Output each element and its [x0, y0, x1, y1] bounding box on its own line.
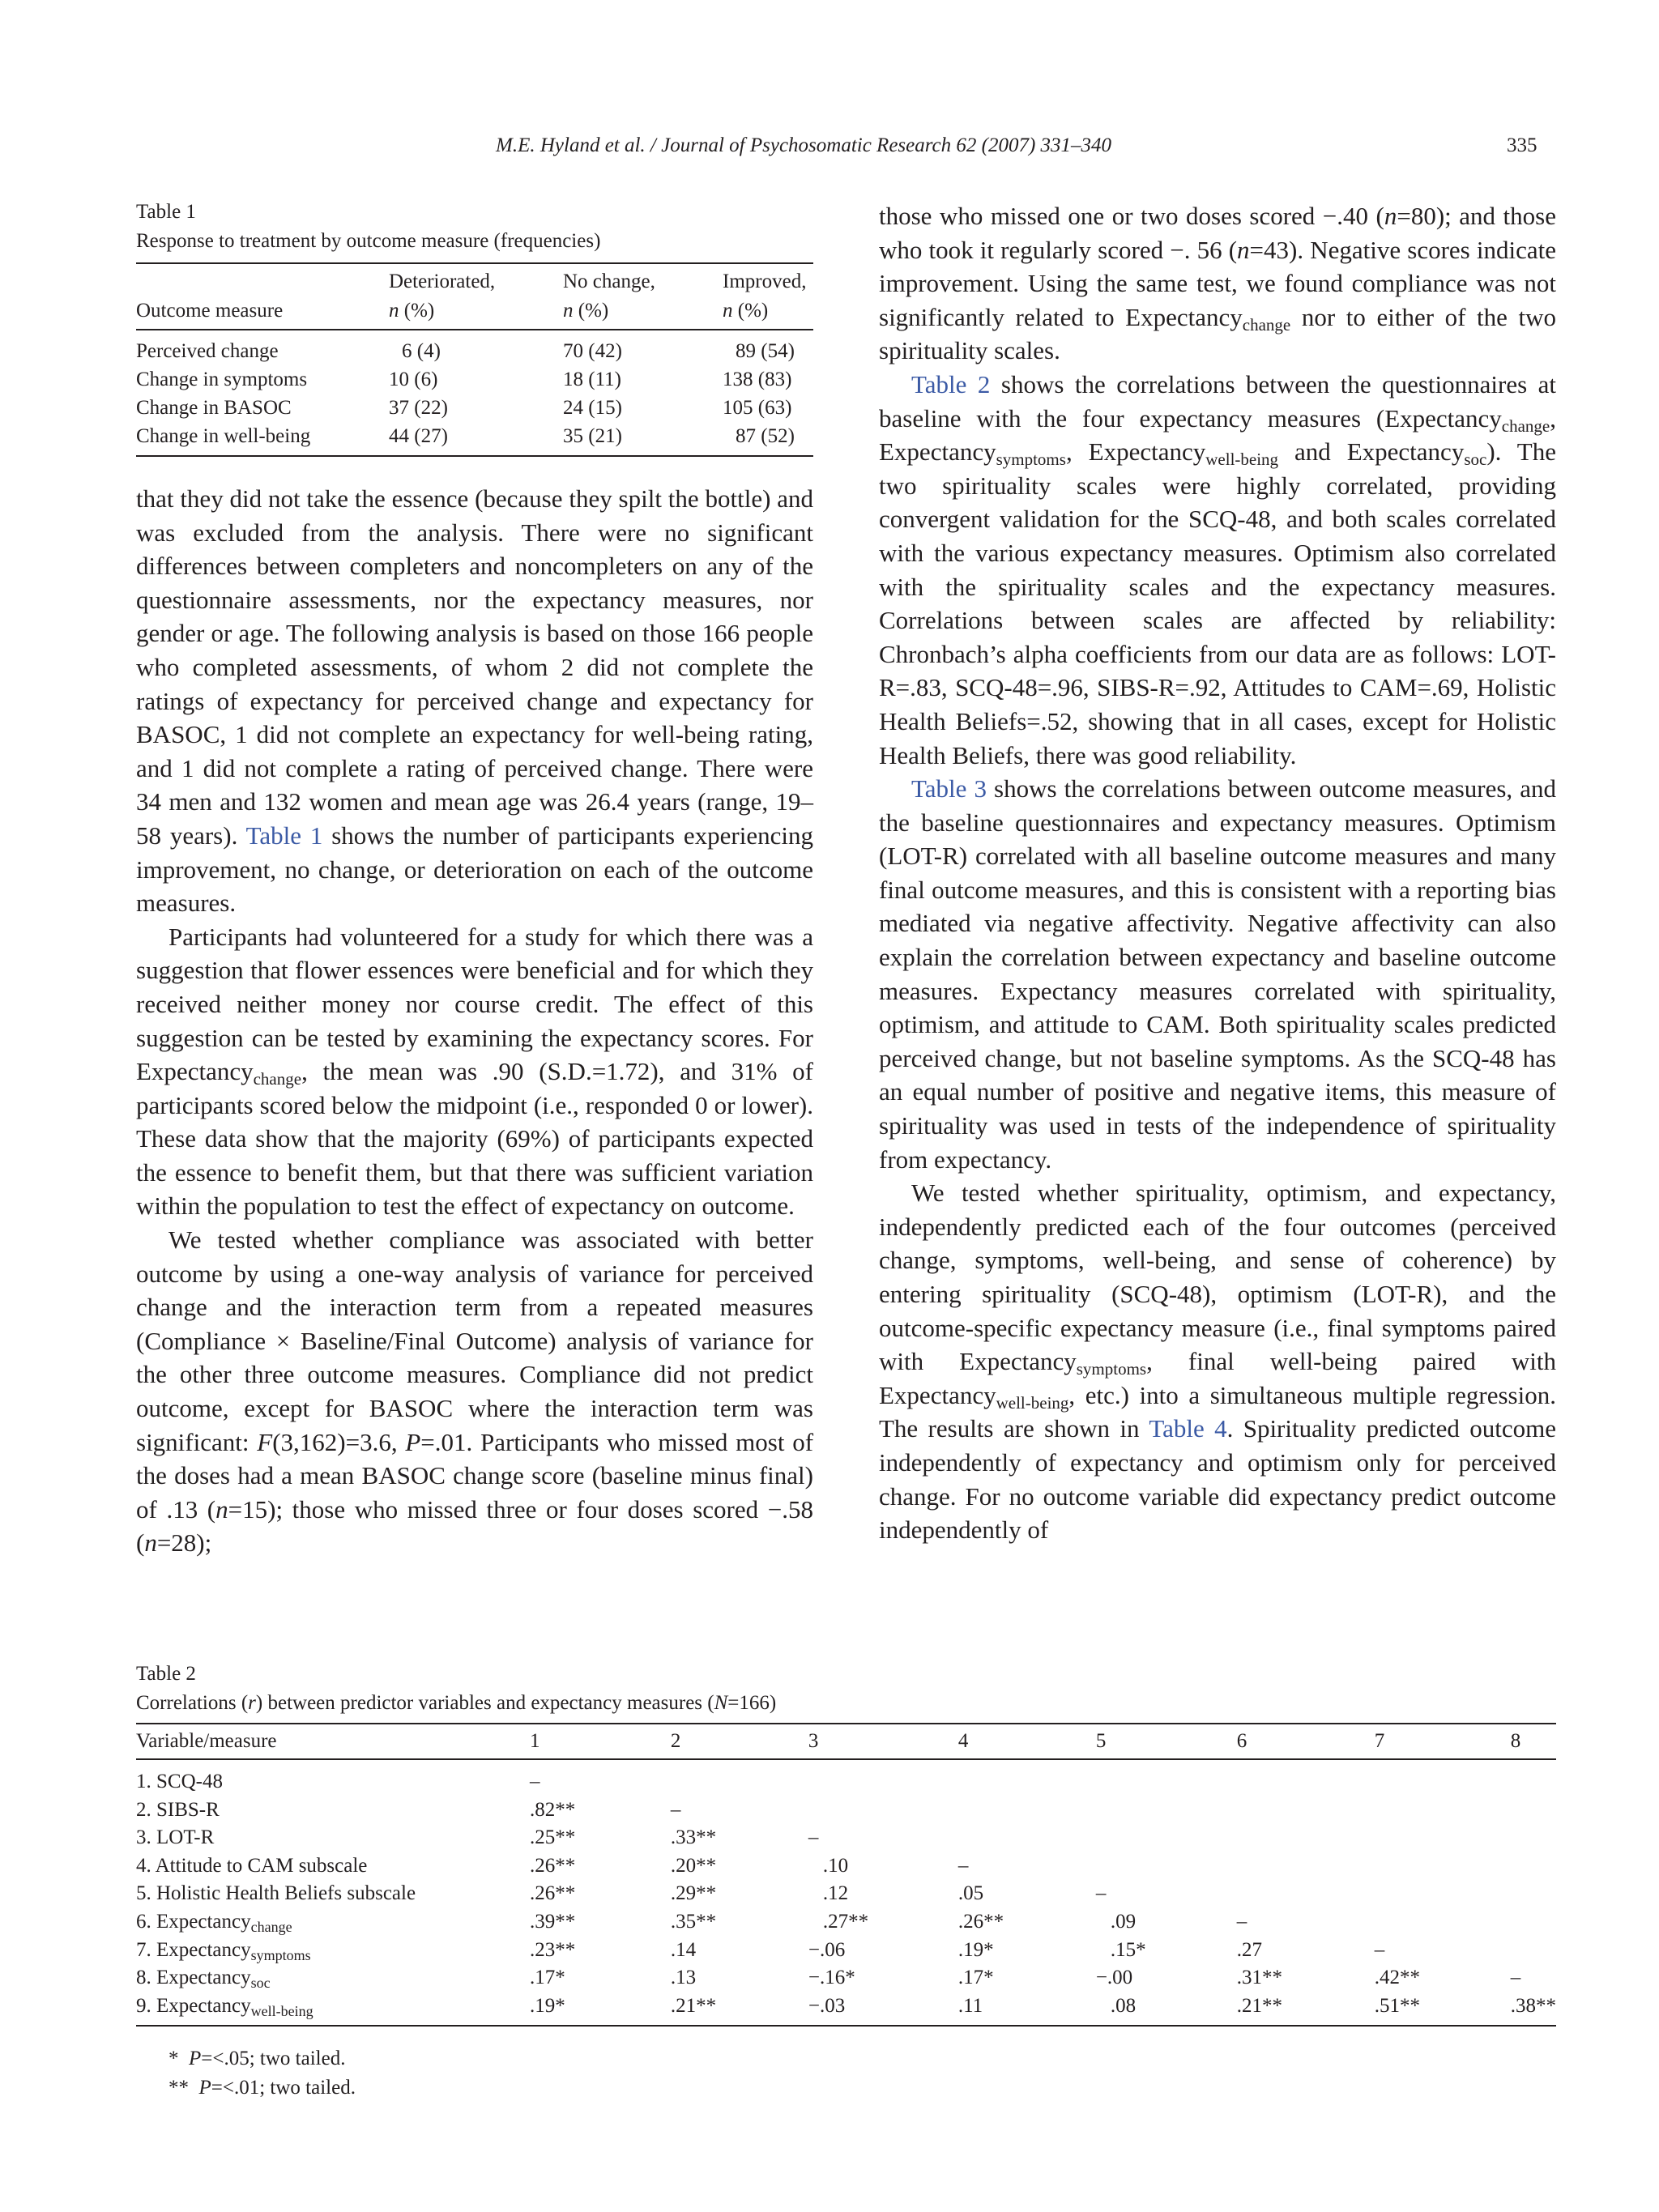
- table-1: [136, 198, 813, 457]
- row-label-text: 3. LOT-R: [136, 1826, 215, 1849]
- table-row: [136, 1964, 1556, 1993]
- column-header-n: n: [723, 300, 733, 322]
- row-label-text: 6. Expectancy: [136, 1910, 251, 1933]
- table-cell: [1375, 1908, 1511, 1937]
- column-header: [723, 263, 813, 330]
- table-cell: .19*: [957, 1938, 994, 1961]
- text-run: =28);: [156, 1528, 212, 1558]
- table-cell: .25**: [529, 1826, 576, 1849]
- table-1-label: Table 1: [136, 201, 196, 223]
- column-header: 1: [530, 1724, 671, 1759]
- column-header-unit: (%): [737, 300, 769, 322]
- text-run: shows the number of participants experiencing improvement, no change, or deterioration on each of the outcome measures.: [136, 820, 814, 918]
- column-header: [389, 263, 563, 330]
- row-label: [136, 1824, 530, 1852]
- table-cell: .23**: [529, 1938, 576, 1961]
- table-cell: [1096, 1824, 1237, 1852]
- text-run: =166): [727, 1692, 777, 1714]
- column-header: 6: [1237, 1724, 1375, 1759]
- table-cell: 87 (52): [736, 425, 795, 447]
- table-2-grid: [136, 1723, 1556, 2027]
- text-run: Correlations (: [136, 1692, 249, 1714]
- text-run: Participants had volunteered for a study for which there was a suggestion that flower essences were beneficial and for which they received neither money nor course credit. The effect of this suggestion can be tested by examining the expectancy scores. For Expectancy: [136, 922, 813, 1086]
- row-label-text: 9. Expectancy: [136, 1994, 251, 2017]
- text-run: those who missed one or two doses scored −.40 (: [879, 202, 1384, 230]
- table-cell: .13: [670, 1967, 697, 1989]
- row-label: [136, 1964, 530, 1993]
- table-cell: –: [529, 1771, 540, 1792]
- text-run: We tested whether compliance was associated with better outcome by using a one-way analysis of variance for perceived change and the interaction term from a repeated measures (Compliance × Baseline/Final Outcome) analysis of variance for the other three outcome measures. Compliance did not predict outcome, except for BASOC where the interaction term was significant:: [136, 1225, 813, 1456]
- right-column: [879, 199, 1556, 1547]
- subscript: soc: [250, 1975, 271, 1992]
- subscript: change: [1501, 416, 1550, 436]
- table-row: [136, 1880, 1556, 1908]
- column-header: 2: [671, 1724, 808, 1759]
- table-cell: 10 (6): [389, 369, 438, 390]
- row-label-text: 2. SIBS-R: [136, 1798, 220, 1821]
- table-cell: .14: [670, 1938, 697, 1961]
- table-cell: 44 (27): [389, 425, 448, 447]
- table-cell: [958, 1824, 1096, 1852]
- table-cell: .17*: [529, 1967, 565, 1989]
- paragraph: [879, 772, 1556, 1176]
- table-2: [136, 1660, 1556, 2027]
- table-cell: .35**: [670, 1910, 717, 1933]
- table-cell: .21**: [670, 1994, 717, 2017]
- table-cell: .12: [822, 1882, 849, 1905]
- table-cell: [1096, 1796, 1237, 1825]
- table-cell: 6 (4): [402, 340, 441, 362]
- table-cell: 35 (21): [563, 425, 622, 447]
- table-cell: −.00: [1095, 1967, 1133, 1989]
- row-label-text: 5. Holistic Health Beliefs subscale: [136, 1882, 416, 1905]
- text-run: =<.05; two tailed.: [201, 2048, 346, 2069]
- text-run: P: [189, 2048, 202, 2069]
- table-header-row: [136, 1724, 1556, 1759]
- table-cell: –: [670, 1798, 681, 1821]
- table-cell: [1375, 1880, 1511, 1908]
- table-cell: –: [1374, 1938, 1385, 1961]
- row-label-text: 4. Attitude to CAM subscale: [136, 1854, 368, 1877]
- paragraph: [879, 1176, 1556, 1547]
- table-cell: [808, 1759, 958, 1796]
- text-run: (3,162)=3.6,: [272, 1427, 398, 1456]
- table-cell: Change in well-being: [136, 425, 311, 447]
- table-4-link[interactable]: Table 4: [1149, 1414, 1227, 1443]
- paragraph: [136, 482, 813, 920]
- text-run: =43). Negative scores indicate improvement. Using the same test, we found compliance was not significantly related to Expectancy: [879, 235, 1556, 331]
- paragraph: [136, 1223, 813, 1560]
- column-header: 3: [808, 1724, 958, 1759]
- column-header-unit: (%): [578, 300, 609, 322]
- table-2-footnotes: [168, 2044, 356, 2103]
- table-cell: –: [1510, 1967, 1521, 1989]
- table-cell: [1375, 1852, 1511, 1881]
- table-cell: [1237, 1852, 1375, 1881]
- table-cell: 18 (11): [563, 369, 621, 390]
- table-cell: Change in symptoms: [136, 369, 308, 390]
- table-row: [136, 1908, 1556, 1937]
- table-cell: [1375, 1824, 1511, 1852]
- text-run: n: [144, 1528, 157, 1558]
- table-cell: .08: [1110, 1994, 1137, 2017]
- text-run: =.01. Participants who missed most of the doses had a mean BASOC change score (baseline minus final) of .13 (: [136, 1427, 814, 1524]
- table-row: [136, 1759, 1556, 1796]
- table-cell: .26**: [957, 1910, 1004, 1933]
- table-cell: 138 (83): [723, 369, 792, 390]
- text-run: n: [1237, 235, 1250, 264]
- text-run: and Expectancy: [1294, 437, 1465, 467]
- row-label: [136, 1880, 530, 1908]
- table-row: [136, 1993, 1556, 2027]
- subscript: symptoms: [250, 1946, 311, 1963]
- text-run: shows the correlations between outcome measures, and the baseline questionnaires and expectancy measures. Optimism (LOT-R) correlated with all baseline outcome measures and many final outcome measures, and this is consistent with a reporting bias mediated via negative affectivity. Negative affectivity can also explain the correlation between expectancy and baseline outcome measures. Expectancy measures correlated with spirituality, optimism, and attitude to CAM. Both spirituality scales predicted perceived change, but not baseline symptoms. As the SCQ-48 has an equal number of positive and negative items, this measure of spirituality was used in tests of the independence of spirituality from expectancy.: [879, 774, 1556, 1174]
- table-cell: .31**: [1236, 1967, 1283, 1989]
- table-cell: [1511, 1880, 1556, 1908]
- table-cell: .20**: [670, 1854, 717, 1877]
- table-cell: [671, 1759, 808, 1796]
- table-cell: [1511, 1852, 1556, 1881]
- table-row: [136, 1796, 1556, 1825]
- row-label: [136, 1993, 530, 2027]
- table-cell: .27**: [822, 1910, 869, 1933]
- column-header: 5: [1096, 1724, 1237, 1759]
- table-cell: 70 (42): [563, 340, 622, 362]
- table-cell: [1237, 1759, 1375, 1796]
- table-cell: −.03: [808, 1994, 846, 2017]
- text-run: , etc.) into a simultaneous multiple regression. The results are shown in: [879, 1380, 1556, 1443]
- table-3-link[interactable]: Table 3: [911, 774, 987, 803]
- row-label: [136, 1908, 530, 1937]
- row-label-text: 7. Expectancy: [136, 1938, 251, 1961]
- text-run: =<.01; two tailed.: [211, 2077, 356, 2099]
- table-cell: .09: [1110, 1910, 1137, 1933]
- table-cell: −.16*: [808, 1967, 855, 1989]
- table-cell: .21**: [1236, 1994, 1283, 2017]
- footnote: [168, 2073, 356, 2103]
- table-1-title: Response to treatment by outcome measure (frequencies): [136, 230, 601, 252]
- table-cell: [958, 1796, 1096, 1825]
- text-run: F: [257, 1427, 273, 1456]
- table-cell: Change in BASOC: [136, 397, 292, 419]
- row-label: [136, 1796, 530, 1825]
- table-cell: .51**: [1374, 1994, 1420, 2017]
- paragraph: [879, 199, 1556, 368]
- subscript: change: [253, 1069, 302, 1089]
- table-cell: −.06: [808, 1938, 846, 1961]
- paragraph: [879, 368, 1556, 772]
- table-2-link[interactable]: Table 2: [911, 369, 991, 399]
- table-row: [136, 422, 813, 456]
- table-cell: .10: [822, 1854, 849, 1877]
- column-header-n: n: [563, 300, 574, 322]
- table-2-title: [136, 1689, 1556, 1718]
- column-header-n: n: [389, 300, 399, 322]
- table-row: [136, 365, 813, 394]
- text-run: ). The two spirituality scales were highly correlated, providing convergent validation for the SCQ-48, and both scales correlated with the various expectancy measures. Optimism also correlated with the spirituality scales and the expectancy measures. Correlations between scales are affected by reliability: Chronbach’s alpha coefficients from our data are as follows: LOT-R=.83, SCQ-48=.96, SIBS-R=.92, Attitudes to CAM=.69, Holistic Health Beliefs=.52, showing that in all cases, except for Holistic Health Beliefs, there was good reliability.: [879, 437, 1556, 769]
- table-cell: Perceived change: [136, 340, 279, 362]
- table-cell: [1237, 1824, 1375, 1852]
- subscript: symptoms: [996, 450, 1066, 470]
- table-cell: –: [1236, 1910, 1247, 1933]
- text-run: =80); and those who took it regularly scored −. 56 (: [879, 202, 1556, 264]
- table-cell: .05: [957, 1882, 984, 1905]
- table-cell: 105 (63): [723, 397, 792, 419]
- text-run: n: [1384, 202, 1397, 230]
- subscript: well-being: [1205, 450, 1279, 470]
- table-cell: –: [808, 1826, 819, 1849]
- table-row: [136, 1937, 1556, 1965]
- table-cell: [1511, 1759, 1556, 1796]
- table-header-row: [136, 263, 813, 330]
- row-label: [136, 1852, 530, 1881]
- text-run: =15); those who missed three or four doses scored −.58 (: [136, 1494, 813, 1558]
- table-cell: [958, 1759, 1096, 1796]
- left-column: [136, 482, 813, 1560]
- table-1-link[interactable]: Table 1: [245, 820, 323, 850]
- column-header: [563, 263, 723, 330]
- text-run: nor to either of the two spirituality scales.: [879, 302, 1557, 365]
- text-run: , Expectancy: [879, 403, 1556, 467]
- footnote-mark: *: [168, 2048, 179, 2069]
- table-cell: [1375, 1796, 1511, 1825]
- table-2-label: Table 2: [136, 1663, 196, 1685]
- text-run: n: [215, 1494, 228, 1524]
- table-cell: .29**: [670, 1882, 717, 1905]
- table-cell: [1511, 1824, 1556, 1852]
- page-number: 335: [1507, 134, 1537, 156]
- table-cell: 37 (22): [389, 397, 448, 419]
- table-cell: [1096, 1852, 1237, 1881]
- column-header-label: Deteriorated,: [389, 271, 496, 292]
- table-row: [136, 330, 813, 365]
- table-cell: –: [957, 1854, 969, 1877]
- column-header: Variable/measure: [136, 1724, 530, 1759]
- column-header-label: Improved,: [723, 271, 807, 292]
- subscript: change: [1242, 314, 1291, 335]
- text-run: . Spirituality predicted outcome independently of expectancy and optimism only for perceived change. For no outcome variable did expectancy predict outcome independently of: [879, 1414, 1557, 1545]
- column-header: 4: [958, 1724, 1096, 1759]
- table-row: [136, 1852, 1556, 1881]
- column-header: Outcome measure: [136, 263, 389, 330]
- table-cell: [1237, 1796, 1375, 1825]
- text-run: r: [248, 1692, 256, 1714]
- text-run: shows the correlations between the questionnaires at baseline with the four expectancy measures (Expectancy: [879, 369, 1557, 433]
- table-cell: [1511, 1937, 1556, 1965]
- text-run: , final well-being paired with Expectancy: [879, 1347, 1556, 1409]
- table-cell: 24 (15): [563, 397, 622, 419]
- text-run: that they did not take the essence (because they spilt the bottle) and was excluded from the analysis. There were no significant differences between completers and noncompleters on any of the questionnaire assessments, nor the expectancy measures, nor gender or age. The following analysis is based on those 166 people who completed assessments, of whom 2 did not complete the ratings of expectancy for perceived change and expectancy for BASOC, 1 did not complete an expectancy for well-being rating, and 1 did not complete a rating of perceived change. There were 34 men and 132 women and mean age was 26.4 years (range, 19–58 years).: [136, 484, 813, 850]
- table-cell: .19*: [529, 1994, 565, 2017]
- journal-citation: M.E. Hyland et al. / Journal of Psychosomatic Research 62 (2007) 331–340: [496, 134, 1112, 156]
- table-cell: .82**: [529, 1798, 576, 1821]
- table-cell: .17*: [957, 1967, 994, 1989]
- text-run: , Expectancy: [1065, 437, 1206, 467]
- table-cell: [808, 1796, 958, 1825]
- paragraph: [136, 920, 813, 1223]
- table-row: [136, 1824, 1556, 1852]
- table-cell: .38**: [1510, 1994, 1556, 2017]
- table-cell: .27: [1236, 1938, 1263, 1961]
- text-run: P: [405, 1427, 421, 1456]
- table-cell: [1237, 1880, 1375, 1908]
- subscript: well-being: [996, 1392, 1069, 1413]
- row-label-text: 8. Expectancy: [136, 1967, 251, 1989]
- subscript: soc: [1464, 450, 1487, 470]
- text-run: We tested whether spirituality, optimism, and expectancy, independently predicted each of the four outcomes (perceived change, symptoms, well-being, and sense of coherence) by entering spirituality (SCQ-48), optimism (LOT-R), and the outcome-specific expectancy measure (i.e., final symptoms paired with Expectancy: [879, 1178, 1556, 1376]
- text-run: , the mean was .90 (S.D.=1.72), and 31% of participants scored below the midpoint (i.e., responded 0 or lower). These data show that the majority (69%) of participants expected the essence to benefit them, but that there was sufficient variation within the population to test the effect of expectancy on outcome.: [136, 1057, 813, 1221]
- row-label-text: 1. SCQ-48: [136, 1771, 223, 1792]
- table-cell: .15*: [1110, 1938, 1146, 1961]
- table-1-grid: [136, 262, 813, 457]
- subscript: symptoms: [1076, 1359, 1147, 1379]
- table-cell: [1375, 1759, 1511, 1796]
- column-header-label: No change,: [563, 271, 655, 292]
- table-cell: .42**: [1374, 1967, 1420, 1989]
- table-cell: .26**: [529, 1854, 576, 1877]
- table-cell: [1511, 1796, 1556, 1825]
- text-run: N: [714, 1692, 728, 1714]
- row-label: [136, 1937, 530, 1965]
- table-cell: .33**: [670, 1826, 717, 1849]
- table-cell: –: [1095, 1882, 1107, 1905]
- table-cell: [1096, 1759, 1237, 1796]
- text-run: P: [198, 2077, 211, 2099]
- subscript: well-being: [250, 2002, 313, 2019]
- table-cell: .11: [957, 1994, 983, 2017]
- footnote-mark: **: [168, 2077, 189, 2099]
- table-cell: .39**: [529, 1910, 576, 1933]
- subscript: change: [250, 1918, 292, 1935]
- row-label: [136, 1759, 530, 1796]
- table-cell: .26**: [529, 1882, 576, 1905]
- footnote: [168, 2044, 356, 2073]
- table-row: [136, 394, 813, 422]
- table-cell: [1511, 1908, 1556, 1937]
- column-header-unit: (%): [403, 300, 435, 322]
- column-header: 7: [1375, 1724, 1511, 1759]
- table-cell: 89 (54): [736, 340, 795, 362]
- column-header: 8: [1511, 1724, 1556, 1759]
- text-run: ) between predictor variables and expectancy measures (: [255, 1692, 714, 1714]
